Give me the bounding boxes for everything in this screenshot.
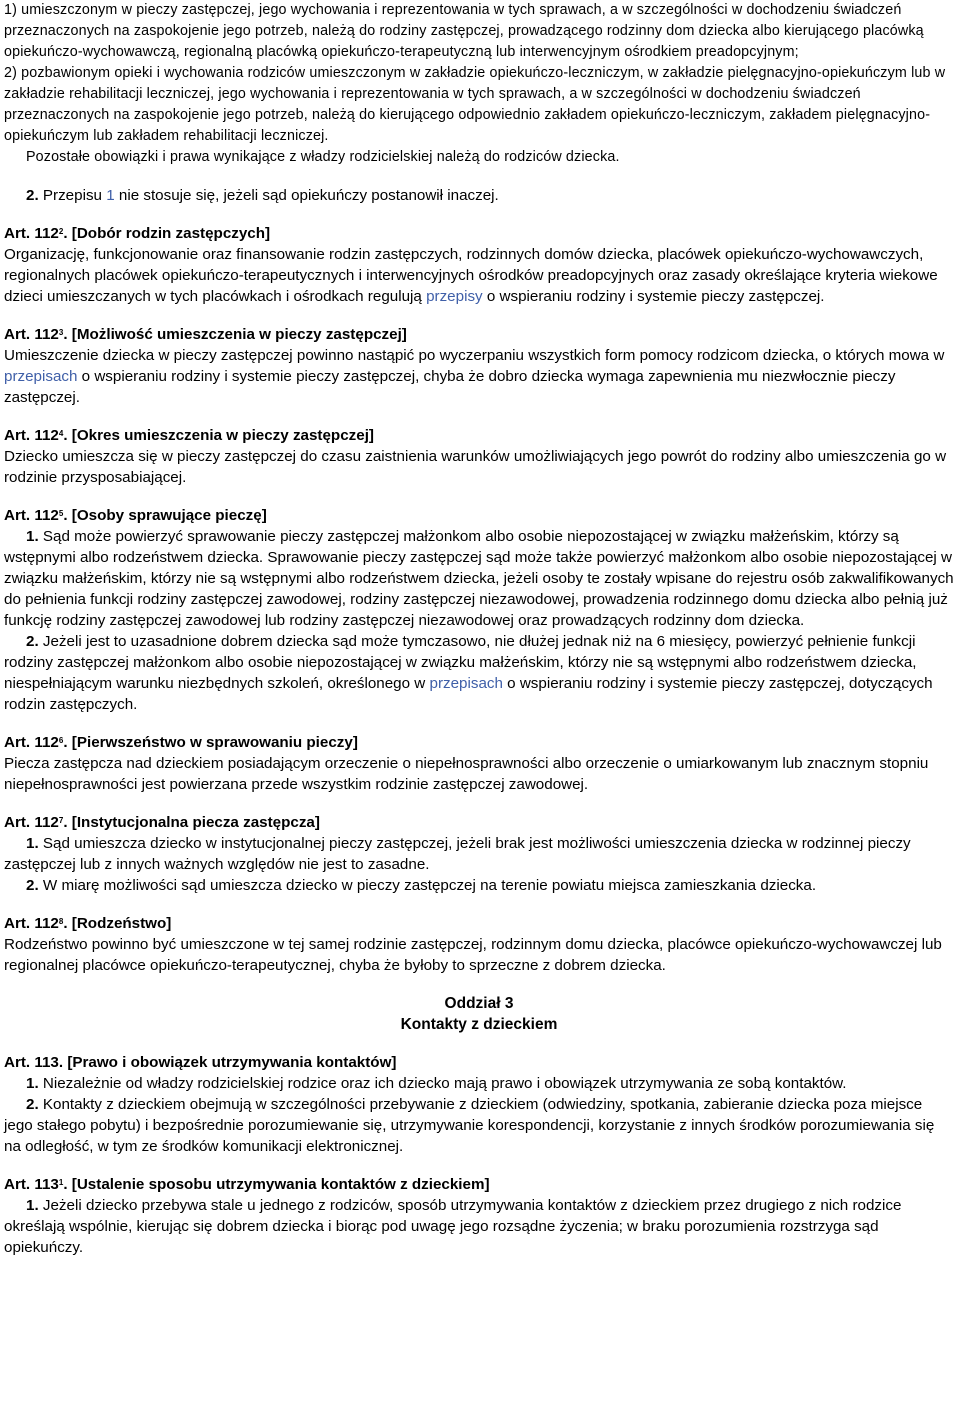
- list-item-2: 2) pozbawionym opieki i wychowania rodziców umieszczonym w zakładzie opiekuńczo-leczniczym, w zakładzie pielęgnacyjno-opiekuńczym lub w zakładzie rehabilitacji leczniczej, jego wychowania i reprezentowania w tych sprawach, a w szczególności w dochodzeniu świadczeń przeznaczonych na zaspokojenie jego potrzeb, należą do kierującego odpowiednio zakładem opiekuńczo-leczniczym, zakładem pielęgnacyjno-opiekuńczym lub zakładem rehabilitacji leczniczej.: [4, 65, 946, 144]
- regulations-link[interactable]: przepisy: [426, 288, 483, 305]
- paragraph-number: 2.: [26, 187, 39, 204]
- article-paragraph-2: 2. Kontakty z dzieckiem obejmują w szczególności przebywanie z dzieckiem (odwiedziny, spotkania, zabieranie dziecka poza miejsce jego stałego pobytu) i bezpośrednie porozumiewanie się, utrzymywanie korespondencji, korzystanie z innych środków porozumiewania się na odległość, w tym ze środków komunikacji elektronicznej.: [4, 1096, 935, 1155]
- article-heading-112-6: Art. $112^6$. [Pierwszeństwo w sprawowaniu pieczy]: [4, 734, 358, 751]
- document-page: [4, 0, 954, 1258]
- paragraph-text: Przepisu: [38, 187, 107, 204]
- article-paragraph-1: 1. Niezależnie od władzy rodzicielskiej rodzice oraz ich dziecko mają prawo i obowiązek utrzymywania ze sobą kontaktów.: [26, 1075, 847, 1092]
- paragraph-text: nie stosuje się, jeżeli sąd opiekuńczy postanowił inaczej.: [114, 187, 499, 204]
- article-text-112-6: Piecza zastępcza nad dzieckiem posiadającym orzeczenie o niepełnosprawności albo orzeczenie o umiarkowanym lub znacznym stopniu niepełnosprawności jest powierzana przede wszystkim rodzinie zastępczej zawodowej.: [4, 755, 929, 793]
- article-text-112-3: Umieszczenie dziecka w pieczy zastępczej powinno nastąpić po wyczerpaniu wszystkich form pomocy rodzicom dziecka, o których mowa w przepisach o wspieraniu rodziny i systemie pieczy zastępczej, chyba że dobro dziecka wymaga zapewnienia mu niezwłocznie pieczy zastępczej.: [4, 347, 945, 406]
- article-paragraph-1: 1. Jeżeli dziecko przebywa stale u jednego z rodziców, sposób utrzymywania kontaktów z dzieckiem przez drugiego z nich rodzice określają wspólnie, kierując się dobrem dziecka i biorąc pod uwagę jego rozsądne życzenia; w braku porozumienia rozstrzyga sąd opiekuńczy.: [4, 1197, 902, 1256]
- article-heading-112-8: Art. $112^8$. [Rodzeństwo]: [4, 915, 172, 932]
- article-paragraph-1: 1. Sąd może powierzyć sprawowanie pieczy zastępczej małżonkom albo osobie niepozostającej w związku małżeńskim, którzy są wstępnymi albo rodzeństwem dziecka. Sprawowanie pieczy zastępczej sąd może także powierzyć małżonkom albo osobie niepozostającej w związku małżeńskim, którzy nie są wstępnymi albo rodzeństwem dziecka, jeżeli osoby te zostały wpisane do rejestru osób zakwalifikowanych do pełnienia funkcji rodziny zastępczej zawodowej, rodziny zastępczej niezawodowej, prowadzenia rodzinnego domu dziecka albo pełnią już funkcję rodziny zastępczej zawodowej lub rodziny zastępczej niezawodowej oraz prowadzących rodzinny dom dziecka.: [4, 528, 954, 629]
- article-heading-112-5: Art. $112^5$. [Osoby sprawujące pieczę]: [4, 507, 267, 524]
- regulations-link[interactable]: przepisach: [4, 368, 78, 385]
- article-paragraph-2: 2. Jeżeli jest to uzasadnione dobrem dziecka sąd może tymczasowo, nie dłużej jednak niż na 6 miesięcy, powierzyć pełnienie funkcji rodziny zastępczej małżonkom albo osobie niepozostającej w związku małżeńskim, którzy nie są wstępnymi albo rodzeństwem dziecka, niespełniającym warunku niezbędnych szkoleń, określonego w przepisach o wspieraniu rodziny i systemie pieczy zastępczej, dotyczących rodzin zastępczych.: [4, 633, 933, 713]
- article-heading-112-7: Art. $112^7$. [Instytucjonalna piecza zastępcza]: [4, 814, 320, 831]
- article-heading-112-2: Art. $112^2$. [Dobór rodzin zastępczych]: [4, 225, 271, 242]
- paragraph-2: [4, 185, 954, 206]
- article-text-112-8: Rodzeństwo powinno być umieszczone w tej samej rodzinie zastępczej, rodzinnym domu dziecka, placówce opiekuńczo-wychowawczej lub regionalnej placówce opiekuńczo-terapeutycznej, chyba że byłoby to sprzeczne z dobrem dziecka.: [4, 936, 942, 974]
- article-heading-113-1: Art. $113^1$. [Ustalenie sposobu utrzymywania kontaktów z dzieckiem]: [4, 1176, 490, 1193]
- section-title: Oddział 3: [444, 995, 514, 1012]
- article-heading-112-3: Art. $112^3$. [Możliwość umieszczenia w pieczy zastępczej]: [4, 326, 407, 343]
- article-paragraph-2: 2. W miarę możliwości sąd umieszcza dziecko w pieczy zastępczej na terenie powiatu miejsca zamieszkania dziecka.: [26, 877, 817, 894]
- section-subtitle: Kontakty z dzieckiem: [400, 1016, 558, 1033]
- remaining-duties-text: Pozostałe obowiązki i prawa wynikające z władzy rodzicielskiej należą do rodziców dziecka.: [26, 149, 620, 165]
- article-text-112-4: Dziecko umieszcza się w pieczy zastępczej do czasu zaistnienia warunków umożliwiających jego powrót do rodziny albo umieszczenia go w rodzinie przysposabiającej.: [4, 448, 947, 486]
- regulations-link[interactable]: przepisach: [429, 675, 503, 692]
- paragraph-link[interactable]: 1: [106, 187, 115, 204]
- article-text-112-2: Organizację, funkcjonowanie oraz finansowanie rodzin zastępczych, rodzinnych domów dziecka, placówek opiekuńczo-wychowawczych, regionalnych placówek opiekuńczo-terapeutycznych i interwencyjnych ośrodków preadopcyjnych oraz zasady określające kryteria wiekowe dzieci umieszczanych w tych placówkach i ośrodkach regulują przepisy o wspieraniu rodziny i systemie pieczy zastępczej.: [4, 246, 938, 305]
- list-item-1: 1) umieszczonym w pieczy zastępczej, jego wychowania i reprezentowania w tych sprawach, a w szczególności w dochodzeniu świadczeń przeznaczonych na zaspokojenie jego potrzeb, należą do rodziny zastępczej, prowadzącego rodzinny dom dziecka albo kierującego placówką opiekuńczo-wychowawczą, regionalną placówką opiekuńczo-terapeutyczną lub interwencyjnym ośrodkiem preadopcyjnym;: [4, 2, 924, 60]
- article-heading-112-4: Art. $112^4$. [Okres umieszczenia w pieczy zastępczej]: [4, 427, 374, 444]
- article-heading-113: Art. 113. [Prawo i obowiązek utrzymywania kontaktów]: [4, 1054, 397, 1071]
- article-paragraph-1: 1. Sąd umieszcza dziecko w instytucjonalnej pieczy zastępczej, jeżeli brak jest możliwości umieszczenia dziecka w rodzinnej pieczy zastępczej lub z innych ważnych względów nie jest to zasadne.: [4, 835, 911, 873]
